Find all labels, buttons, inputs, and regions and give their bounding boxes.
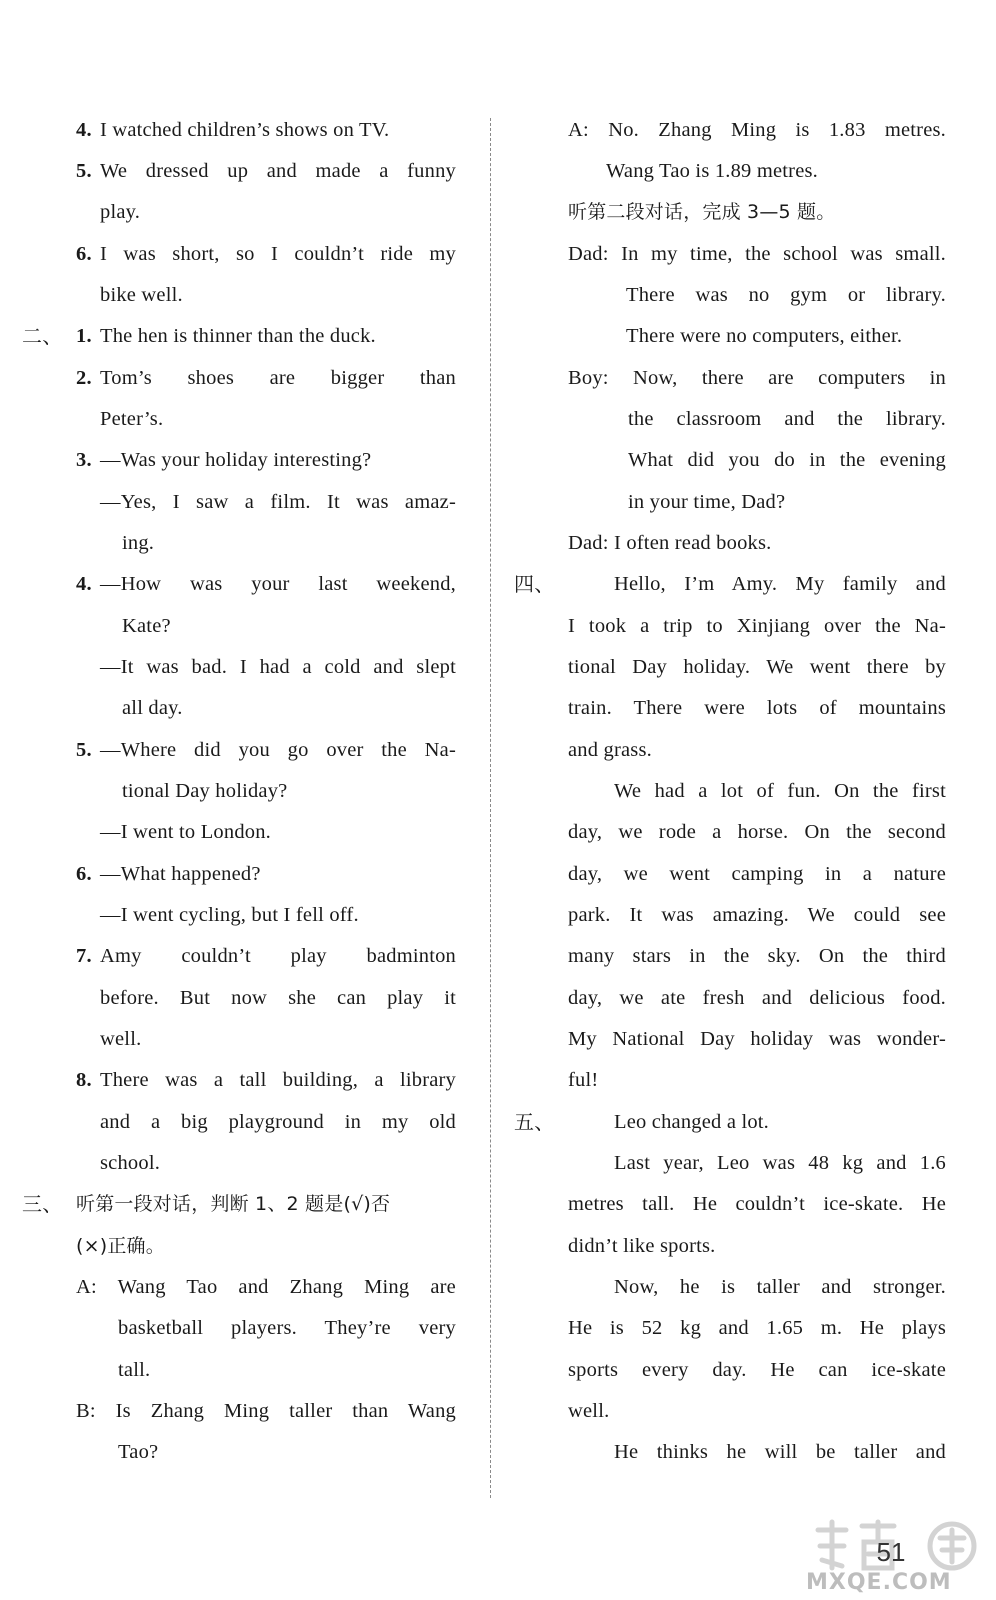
item-number: 3. [76, 449, 92, 471]
instruction-line: (×)正确。 [76, 1235, 165, 1257]
passage-line: Last year, Leo was 48 kg and 1.6 [614, 1152, 946, 1174]
answer-line: We dressed up and made a funny [100, 160, 456, 182]
section-heading-5: 五、 [514, 1110, 555, 1134]
item-number: 5. [76, 160, 92, 182]
passage-line: didn’t like sports. [568, 1235, 716, 1257]
answer-line: The hen is thinner than the duck. [100, 325, 376, 347]
column-divider [490, 118, 491, 1498]
answer-line: I was short, so I couldn’t ride my [100, 243, 456, 265]
answer-line: and a big playground in my old [100, 1111, 456, 1133]
passage-line: We had a lot of fun. On the first [614, 780, 946, 802]
watermark-url: MXQE.COM [806, 1570, 952, 1595]
answer-line: ing. [122, 532, 155, 554]
transcript-line: basketball players. They’re very [118, 1317, 456, 1339]
answer-line: Kate? [122, 615, 171, 637]
instruction-line: 听第一段对话，判断 1、2 题是(√)否 [76, 1193, 391, 1215]
transcript-line: Wang Tao is 1.89 metres. [606, 160, 818, 182]
section-heading-3: 三、 [22, 1192, 63, 1216]
transcript-line: Dad: I often read books. [568, 532, 772, 554]
passage-line: ful! [568, 1069, 599, 1091]
passage-line: I took a trip to Xinjiang over the Na- [568, 615, 946, 637]
transcript-line: tall. [118, 1359, 151, 1381]
item-number: 4. [76, 573, 92, 595]
item-number: 8. [76, 1069, 92, 1091]
answer-line: —Yes, I saw a film. It was amaz- [100, 491, 456, 513]
passage-line: Now, he is taller and stronger. [614, 1276, 946, 1298]
answer-line: Tom’s shoes are bigger than [100, 367, 456, 389]
answer-line: all day. [122, 697, 183, 719]
passage-line: park. It was amazing. We could see [568, 904, 946, 926]
transcript-line: in your time, Dad? [628, 491, 786, 513]
answer-line: —Where did you go over the Na- [100, 739, 456, 761]
passage-line: day, we went camping in a nature [568, 863, 946, 885]
item-number: 4. [76, 119, 92, 141]
item-number: 6. [76, 863, 92, 885]
transcript-line: Tao? [118, 1441, 159, 1463]
passage-line: He thinks he will be taller and [614, 1441, 946, 1463]
item-number: 2. [76, 367, 92, 389]
passage-line: sports every day. He can ice-skate [568, 1359, 946, 1381]
item-number: 1. [76, 325, 92, 347]
item-number: 7. [76, 945, 92, 967]
transcript-line: A: Wang Tao and Zhang Ming are [76, 1276, 456, 1298]
passage-line: well. [568, 1400, 610, 1422]
answer-line: —How was your last weekend, [100, 573, 456, 595]
transcript-line: What did you do in the evening [628, 449, 946, 471]
passage-line: My National Day holiday was wonder- [568, 1028, 946, 1050]
page-number: 51 [876, 1537, 906, 1567]
answer-line: —Was your holiday interesting? [100, 449, 372, 471]
answer-line: There was a tall building, a library [100, 1069, 456, 1091]
passage-line: train. There were lots of mountains [568, 697, 946, 719]
transcript-line: There were no computers, either. [626, 325, 903, 347]
answer-line: Peter’s. [100, 408, 164, 430]
item-number: 5. [76, 739, 92, 761]
transcript-line: the classroom and the library. [628, 408, 946, 430]
answer-line: —It was bad. I had a cold and slept [100, 656, 456, 678]
answer-line: before. But now she can play it [100, 987, 456, 1009]
answer-line: well. [100, 1028, 142, 1050]
transcript-line: A: No. Zhang Ming is 1.83 metres. [568, 119, 946, 141]
answer-line: I watched children’s shows on TV. [100, 119, 390, 141]
section-heading-4: 四、 [514, 572, 555, 596]
answer-line: —I went cycling, but I fell off. [100, 904, 359, 926]
answer-line: Amy couldn’t play badminton [100, 945, 456, 967]
passage-line: Hello, I’m Amy. My family and [614, 573, 946, 595]
passage-line: Leo changed a lot. [614, 1111, 770, 1133]
passage-line: day, we ate fresh and delicious food. [568, 987, 946, 1009]
transcript-line: There was no gym or library. [626, 284, 946, 306]
passage-line: tional Day holiday. We went there by [568, 656, 946, 678]
transcript-line: B: Is Zhang Ming taller than Wang [76, 1400, 456, 1422]
item-number: 6. [76, 243, 92, 265]
transcript-line: Boy: Now, there are computers in [568, 367, 946, 389]
transcript-line: Dad: In my time, the school was small. [568, 243, 946, 265]
answer-line: school. [100, 1152, 161, 1174]
answer-line: —I went to London. [100, 821, 271, 843]
answer-line: —What happened? [100, 863, 261, 885]
passage-line: metres tall. He couldn’t ice-skate. He [568, 1193, 946, 1215]
answer-line: play. [100, 201, 141, 223]
answer-line: bike well. [100, 284, 183, 306]
instruction-line: 听第二段对话，完成 3—5 题。 [568, 201, 836, 223]
passage-line: day, we rode a horse. On the second [568, 821, 946, 843]
answer-line: tional Day holiday? [122, 780, 288, 802]
section-heading-2: 二、 [22, 324, 63, 348]
passage-line: and grass. [568, 739, 652, 761]
passage-line: He is 52 kg and 1.65 m. He plays [568, 1317, 946, 1339]
passage-line: many stars in the sky. On the third [568, 945, 946, 967]
